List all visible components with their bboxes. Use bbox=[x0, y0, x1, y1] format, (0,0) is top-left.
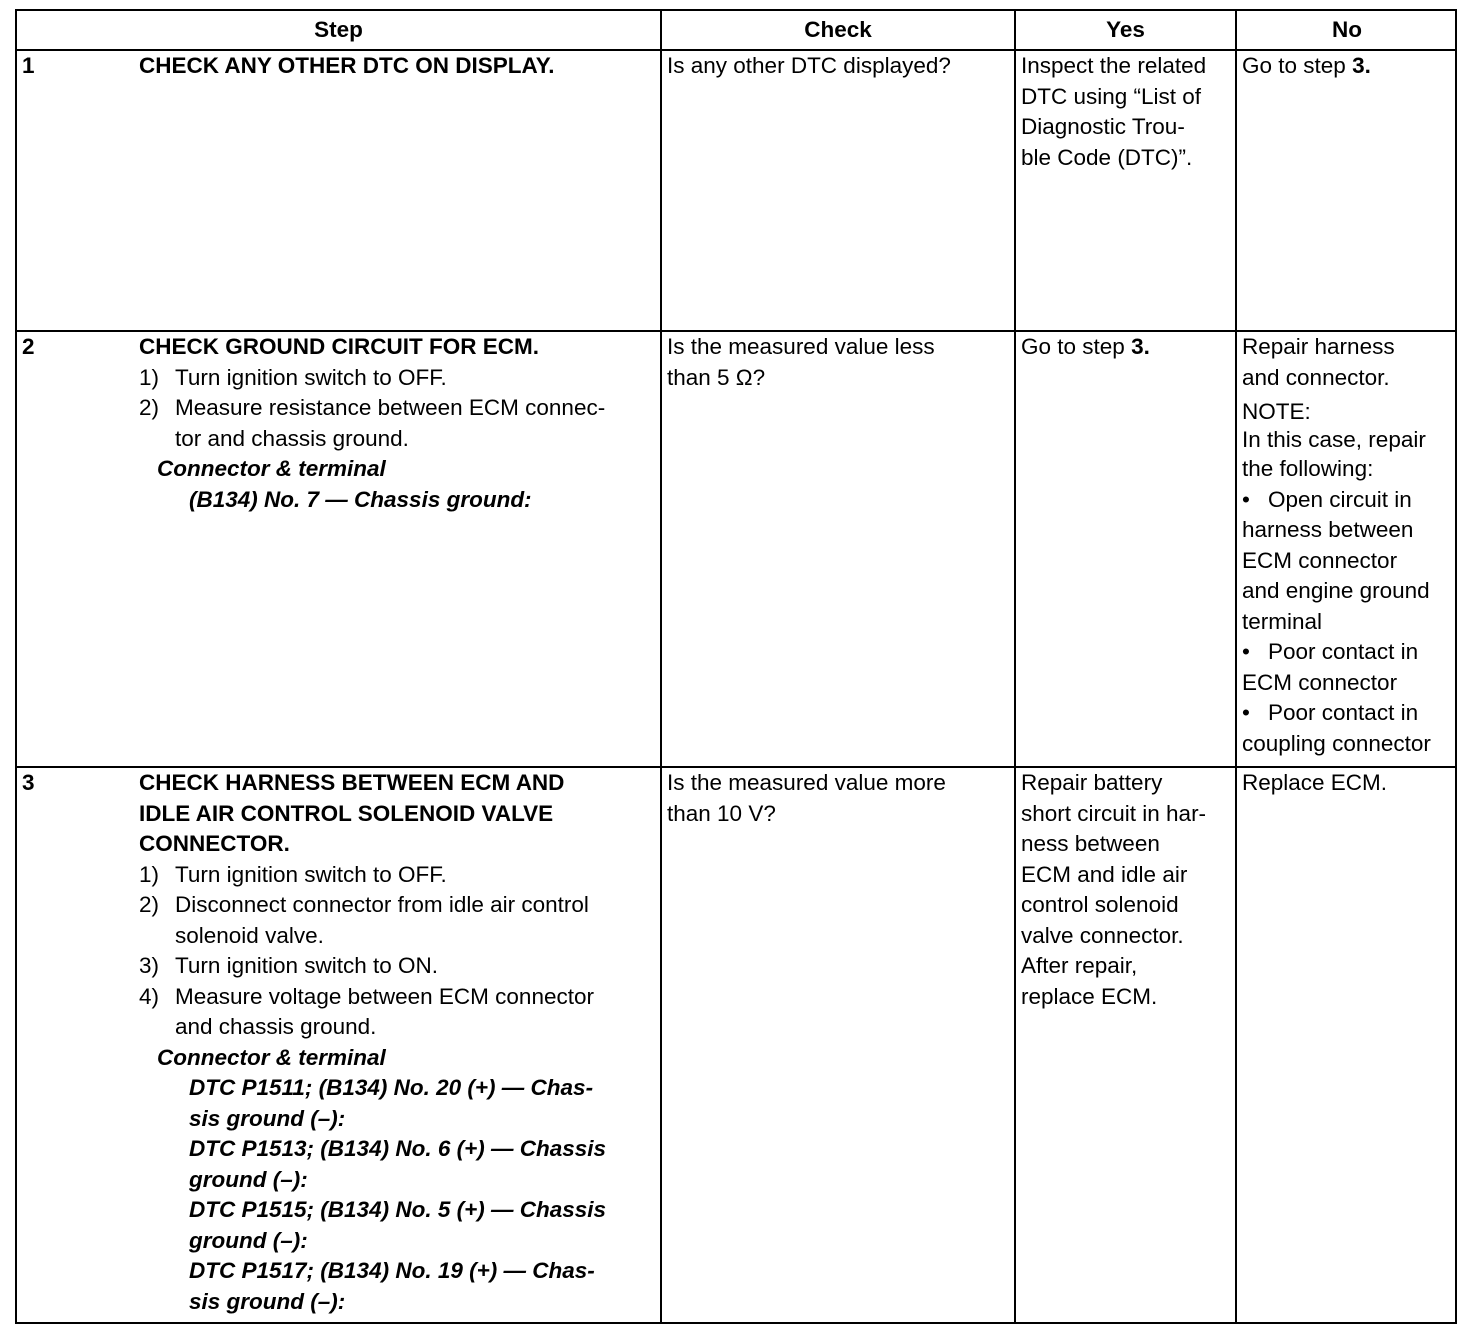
text-line: DTC using “List of bbox=[1021, 83, 1202, 109]
text-line: ECM connector bbox=[1242, 547, 1398, 573]
step-procedure bbox=[139, 332, 605, 515]
text-line: Turn ignition switch to ON. bbox=[175, 953, 439, 978]
step-title: CHECK HARNESS BETWEEN ECM AND bbox=[139, 770, 565, 795]
text-line: Open circuit in bbox=[1268, 486, 1412, 512]
text-line: Is the measured value less bbox=[667, 334, 935, 359]
yes-action bbox=[1021, 51, 1206, 173]
no-action: Replace ECM. bbox=[1242, 770, 1388, 795]
connector-heading: Connector & terminal bbox=[157, 456, 386, 481]
check-question: Is any other DTC displayed? bbox=[667, 53, 951, 78]
connector-line: sis ground (–): bbox=[189, 1105, 346, 1131]
check-question bbox=[667, 332, 935, 393]
text-line: Go to step bbox=[1242, 53, 1353, 78]
list-number: 1) bbox=[139, 861, 160, 887]
column-divider bbox=[1235, 11, 1237, 1322]
step-title: CONNECTOR. bbox=[139, 831, 290, 856]
bullet-item bbox=[1242, 485, 1431, 516]
text-line: and engine ground bbox=[1242, 578, 1430, 603]
step-title: CHECK ANY OTHER DTC ON DISPLAY. bbox=[139, 53, 555, 78]
column-divider bbox=[1014, 11, 1016, 1322]
text-line: tor and chassis ground. bbox=[175, 425, 409, 451]
step-procedure bbox=[139, 768, 606, 1317]
text-line: and chassis ground. bbox=[175, 1014, 377, 1039]
connector-line: DTC P1515; (B134) No. 5 (+) — Chassis bbox=[189, 1197, 607, 1222]
text-line: Repair harness bbox=[1242, 334, 1395, 359]
list-number: 1) bbox=[139, 364, 160, 390]
list-number: 2) bbox=[139, 892, 160, 917]
note-label: NOTE: bbox=[1242, 399, 1311, 424]
connector-line: DTC P1517; (B134) No. 19 (+) — Chas- bbox=[189, 1258, 595, 1283]
connector-line: DTC P1513; (B134) No. 6 (+) — Chassis bbox=[189, 1136, 607, 1161]
text-line: short circuit in har- bbox=[1021, 800, 1207, 826]
connector-line: ground (–): bbox=[189, 1166, 308, 1192]
text-line: After repair, bbox=[1021, 953, 1138, 978]
connector-heading: Connector & terminal bbox=[157, 1044, 386, 1070]
check-question bbox=[667, 768, 946, 829]
text-line: Disconnect connector from idle air control bbox=[175, 892, 589, 917]
text-line: Turn ignition switch to OFF. bbox=[175, 364, 447, 390]
text-line: than 10 V? bbox=[667, 800, 776, 826]
list-item bbox=[139, 363, 605, 394]
bullet-icon: • bbox=[1242, 486, 1250, 512]
text-line: harness between bbox=[1242, 517, 1414, 542]
yes-action bbox=[1021, 768, 1206, 1012]
text-line: Poor contact in bbox=[1268, 639, 1419, 664]
list-number: 4) bbox=[139, 983, 160, 1009]
step-number: 1 bbox=[22, 53, 35, 78]
text-line: ECM and idle air bbox=[1021, 861, 1188, 887]
text-line: control solenoid bbox=[1021, 892, 1179, 917]
text-line: Measure voltage between ECM connector bbox=[175, 983, 594, 1009]
text-line: Repair battery bbox=[1021, 770, 1163, 795]
text-line: ECM connector bbox=[1242, 669, 1398, 695]
connector-line: sis ground (–): bbox=[189, 1288, 346, 1314]
bullet-icon: • bbox=[1242, 700, 1250, 725]
connector-line: (B134) No. 7 — Chassis ground: bbox=[189, 486, 532, 512]
list-number: 3) bbox=[139, 953, 160, 978]
bullet-item bbox=[1242, 637, 1431, 668]
text-line: Poor contact in bbox=[1268, 700, 1419, 725]
no-action bbox=[1242, 51, 1371, 82]
text-line: terminal bbox=[1242, 608, 1323, 634]
header-no: No bbox=[1332, 17, 1362, 42]
no-action bbox=[1242, 332, 1431, 759]
step-reference: 3. bbox=[1131, 334, 1150, 359]
connector-line: DTC P1511; (B134) No. 20 (+) — Chas- bbox=[189, 1075, 594, 1100]
header-check: Check bbox=[804, 17, 872, 42]
text-line: solenoid valve. bbox=[175, 922, 324, 948]
list-item bbox=[139, 982, 606, 1013]
step-title: CHECK GROUND CIRCUIT FOR ECM. bbox=[139, 334, 539, 359]
text-line: coupling connector bbox=[1242, 730, 1431, 756]
list-item bbox=[139, 890, 606, 921]
text-line: ble Code (DTC)”. bbox=[1021, 144, 1193, 170]
diagnostic-table bbox=[15, 9, 1457, 1324]
bullet-icon: • bbox=[1242, 639, 1250, 664]
yes-action bbox=[1021, 332, 1150, 363]
list-number: 2) bbox=[139, 395, 160, 420]
step-title: IDLE AIR CONTROL SOLENOID VALVE bbox=[139, 800, 554, 826]
text-line: than 5 Ω? bbox=[667, 364, 766, 390]
step-number: 3 bbox=[22, 770, 35, 795]
column-divider bbox=[660, 11, 662, 1322]
step-number: 2 bbox=[22, 334, 35, 359]
text-line: and connector. bbox=[1242, 364, 1390, 390]
list-item bbox=[139, 951, 606, 982]
text-line: Turn ignition switch to OFF. bbox=[175, 861, 447, 887]
text-line: Inspect the related bbox=[1021, 53, 1207, 78]
text-line: the following: bbox=[1242, 456, 1374, 481]
text-line: In this case, repair bbox=[1242, 427, 1426, 452]
text-line: Measure resistance between ECM connec- bbox=[175, 395, 606, 420]
text-line: Is the measured value more bbox=[667, 770, 946, 795]
text-line: ness between bbox=[1021, 831, 1160, 856]
list-item bbox=[139, 393, 605, 424]
text-line: replace ECM. bbox=[1021, 983, 1158, 1009]
text-line: Go to step bbox=[1021, 334, 1132, 359]
step-reference: 3. bbox=[1352, 53, 1371, 78]
text-line: Diagnostic Trou- bbox=[1021, 114, 1185, 139]
text-line: valve connector. bbox=[1021, 922, 1184, 948]
connector-line: ground (–): bbox=[189, 1227, 308, 1253]
bullet-item bbox=[1242, 698, 1431, 729]
list-item bbox=[139, 860, 606, 891]
header-yes: Yes bbox=[1106, 17, 1145, 42]
header-step: Step bbox=[314, 17, 363, 42]
